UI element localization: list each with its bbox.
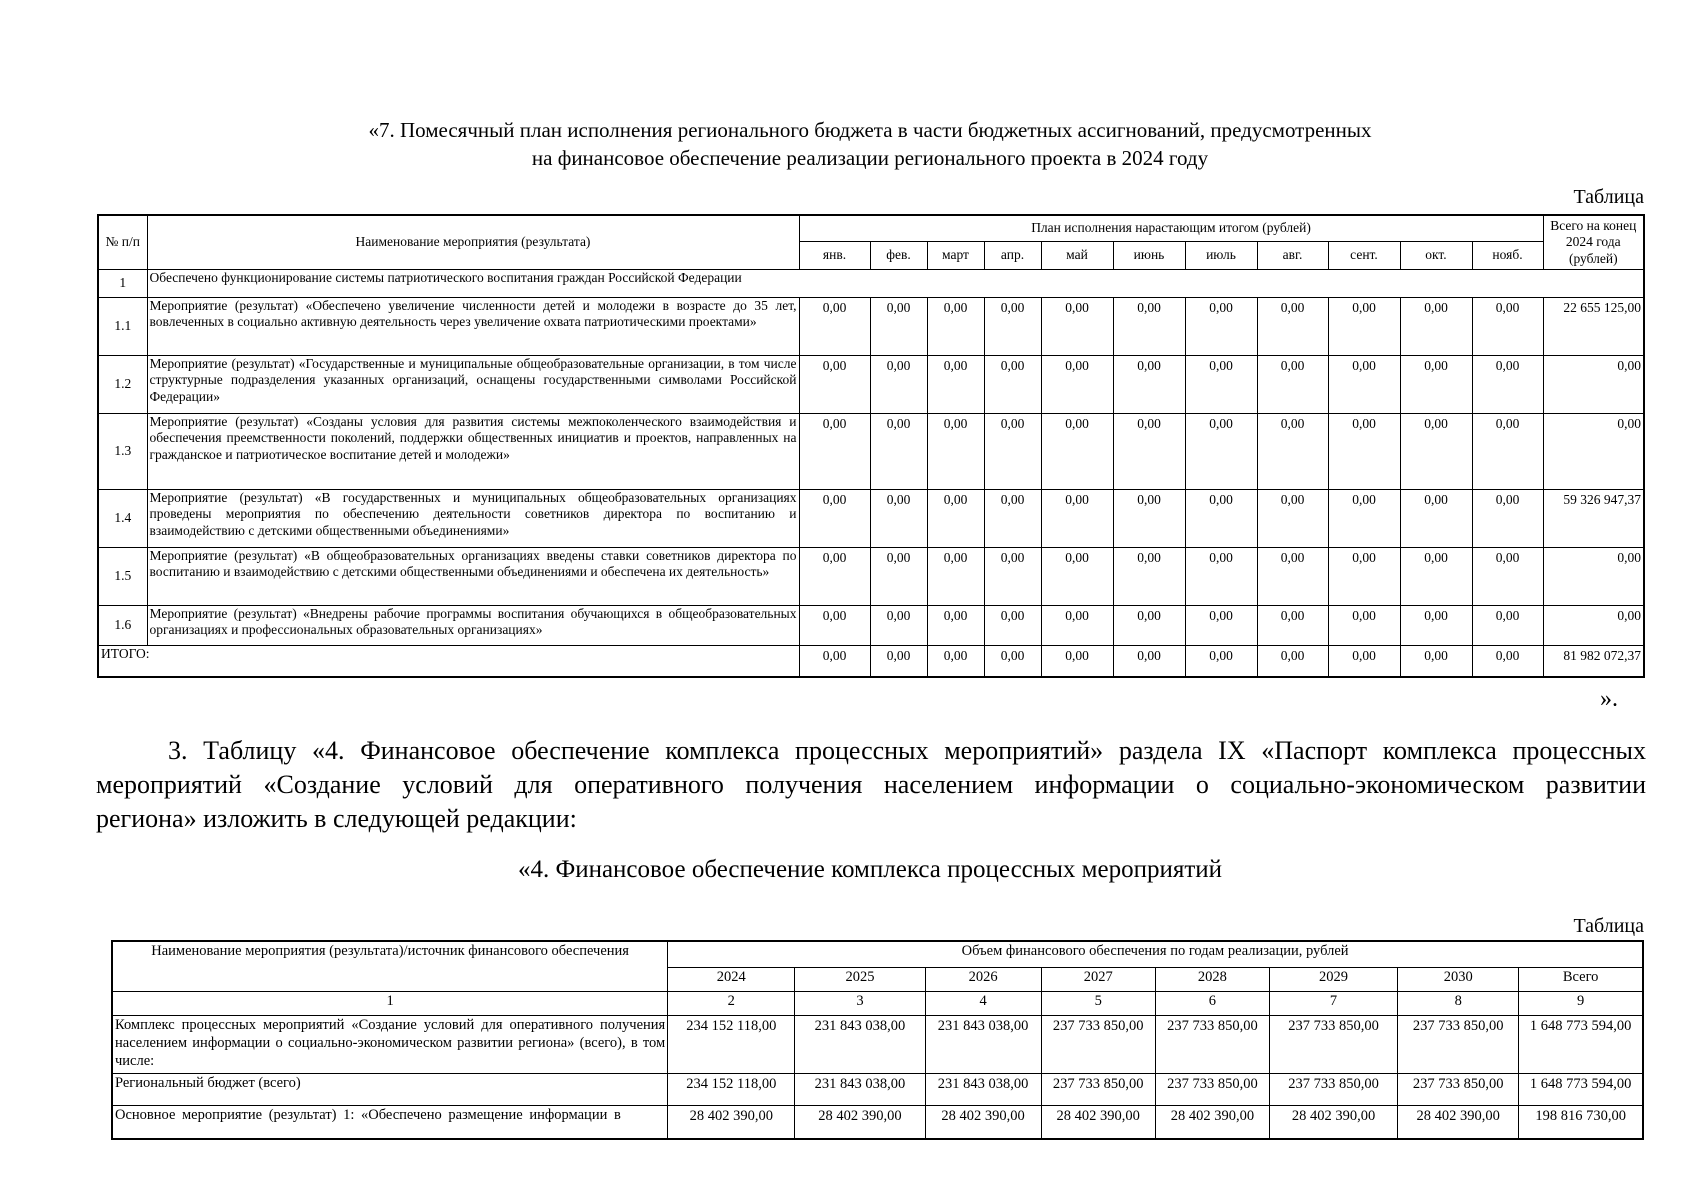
- column-number: 3: [795, 991, 925, 1015]
- month-value: 0,00: [1041, 355, 1113, 413]
- month-value: 0,00: [1257, 547, 1328, 605]
- month-value: 0,00: [870, 297, 927, 355]
- month-header: апр.: [984, 241, 1041, 269]
- section7-title-line2: на финансовое обеспечение реализации регионального проекта в 2024 году: [531, 146, 1209, 170]
- month-value: 0,00: [1113, 489, 1185, 547]
- column-number: 4: [925, 991, 1041, 1015]
- table-row: [112, 1105, 1643, 1139]
- itogo-month-value: 0,00: [984, 645, 1041, 677]
- itogo-month-value: 0,00: [1328, 645, 1400, 677]
- month-header: май: [1041, 241, 1113, 269]
- t2-header-row: [112, 941, 1643, 967]
- month-value: 0,00: [927, 547, 984, 605]
- itogo-month-value: 0,00: [870, 645, 927, 677]
- year-value: 28 402 390,00: [1398, 1105, 1519, 1139]
- month-value: 0,00: [799, 413, 870, 489]
- year-value: 234 152 118,00: [668, 1073, 795, 1105]
- month-header: окт.: [1400, 241, 1472, 269]
- column-number: 7: [1269, 991, 1397, 1015]
- month-header: нояб.: [1472, 241, 1543, 269]
- month-header: март: [927, 241, 984, 269]
- month-value: 0,00: [1185, 297, 1257, 355]
- month-value: 0,00: [927, 605, 984, 645]
- plan-header: План исполнения нарастающим итогом (рублей): [799, 215, 1543, 241]
- month-value: 0,00: [1113, 547, 1185, 605]
- month-value: 0,00: [984, 547, 1041, 605]
- month-value: 0,00: [1328, 297, 1400, 355]
- month-value: 0,00: [1185, 605, 1257, 645]
- group-row: [98, 269, 1644, 297]
- month-value: 0,00: [1257, 489, 1328, 547]
- month-value: 0,00: [870, 547, 927, 605]
- itogo-month-value: 0,00: [1257, 645, 1328, 677]
- itogo-month-value: 0,00: [1113, 645, 1185, 677]
- month-value: 0,00: [1041, 489, 1113, 547]
- name-header: Наименование мероприятия (результата): [147, 215, 799, 269]
- month-value: 0,00: [1257, 605, 1328, 645]
- month-value: 0,00: [1400, 547, 1472, 605]
- month-value: 0,00: [1113, 605, 1185, 645]
- header-row: [98, 215, 1644, 241]
- itogo-month-value: 0,00: [799, 645, 870, 677]
- month-value: 0,00: [984, 297, 1041, 355]
- month-value: 0,00: [927, 413, 984, 489]
- table2-label: Таблица: [1573, 915, 1644, 937]
- monthly-plan-body: [98, 297, 1644, 677]
- year-value: 237 733 850,00: [1155, 1073, 1269, 1105]
- month-value: 0,00: [1400, 355, 1472, 413]
- section7-title-line1: «7. Помесячный план исполнения регионального бюджета в части бюджетных ассигнований, предусмотренных: [368, 118, 1372, 142]
- month-value: 0,00: [1185, 547, 1257, 605]
- table-row: [98, 355, 1644, 413]
- row-description: Мероприятие (результат) «В государственных и муниципальных общеобразовательных организациях проведены мероприятия по обеспечению деятельности советников директора по воспитанию и взаимодействию с детскими общественными объединениями»: [147, 489, 799, 547]
- itogo-row: [98, 645, 1644, 677]
- month-value: 0,00: [870, 413, 927, 489]
- month-header: сент.: [1328, 241, 1400, 269]
- year-header: Всего: [1519, 967, 1643, 991]
- t2-volume-header: Объем финансового обеспечения по годам реализации, рублей: [668, 941, 1643, 967]
- row-description: Мероприятие (результат) «Государственные и муниципальные общеобразовательные организации, в том числе структурные подразделения указанных организаций, оснащены государственными символами Российской Федерации»: [147, 355, 799, 413]
- paragraph-3-line1: 3. Таблицу «4. Финансовое обеспечение комплекса процессных мероприятий» раздела IX «Паспорт комплекса процессных: [168, 736, 1646, 765]
- month-value: 0,00: [1113, 355, 1185, 413]
- month-value: 0,00: [1472, 605, 1543, 645]
- row-num: 1.4: [98, 489, 147, 547]
- itogo-total: 81 982 072,37: [1543, 645, 1644, 677]
- table-row: [98, 489, 1644, 547]
- year-header: 2030: [1398, 967, 1519, 991]
- row-description: Основное мероприятие (результат) 1: «Обеспечено размещение информации в: [112, 1105, 668, 1139]
- month-header: авг.: [1257, 241, 1328, 269]
- paragraph-3: [96, 734, 1646, 836]
- monthly-plan-table: [97, 214, 1645, 678]
- month-value: 0,00: [927, 355, 984, 413]
- month-value: 0,00: [1328, 413, 1400, 489]
- column-number: 9: [1519, 991, 1643, 1015]
- year-value: 28 402 390,00: [925, 1105, 1041, 1139]
- section7-title: [90, 116, 1650, 172]
- group-text: Обеспечено функционирование системы патриотического воспитания граждан Российской Федерации: [147, 269, 1644, 297]
- year-header: 2024: [668, 967, 795, 991]
- month-value: 0,00: [799, 297, 870, 355]
- row-total: 0,00: [1543, 547, 1644, 605]
- month-value: 0,00: [1113, 413, 1185, 489]
- month-value: 0,00: [927, 489, 984, 547]
- row-num: 1.6: [98, 605, 147, 645]
- month-header: янв.: [799, 241, 870, 269]
- month-value: 0,00: [1185, 413, 1257, 489]
- table-row: [112, 1073, 1643, 1105]
- itogo-month-value: 0,00: [1400, 645, 1472, 677]
- month-value: 0,00: [1472, 489, 1543, 547]
- row-description: Мероприятие (результат) «В общеобразовательных организациях введены ставки советников директора по воспитанию и взаимодействию с детскими общественными объединениями и обеспечена их деятельность»: [147, 547, 799, 605]
- month-value: 0,00: [1472, 297, 1543, 355]
- month-value: 0,00: [1328, 547, 1400, 605]
- month-value: 0,00: [1041, 605, 1113, 645]
- year-value: 237 733 850,00: [1269, 1015, 1397, 1073]
- month-value: 0,00: [1472, 355, 1543, 413]
- financing-table: [111, 940, 1644, 1140]
- month-value: 0,00: [870, 355, 927, 413]
- year-header: 2029: [1269, 967, 1397, 991]
- row-num: 1.1: [98, 297, 147, 355]
- year-value: 231 843 038,00: [925, 1073, 1041, 1105]
- month-value: 0,00: [799, 489, 870, 547]
- row-description: Региональный бюджет (всего): [112, 1073, 668, 1105]
- year-value: 237 733 850,00: [1041, 1073, 1155, 1105]
- month-value: 0,00: [1472, 413, 1543, 489]
- year-value: 231 843 038,00: [925, 1015, 1041, 1073]
- row-total: 22 655 125,00: [1543, 297, 1644, 355]
- financing-body: [112, 1015, 1643, 1139]
- year-value: 237 733 850,00: [1269, 1073, 1397, 1105]
- row-total: 59 326 947,37: [1543, 489, 1644, 547]
- month-value: 0,00: [799, 547, 870, 605]
- month-header: июль: [1185, 241, 1257, 269]
- month-value: 0,00: [984, 605, 1041, 645]
- year-value: 28 402 390,00: [1041, 1105, 1155, 1139]
- itogo-month-value: 0,00: [1041, 645, 1113, 677]
- month-value: 0,00: [984, 413, 1041, 489]
- section4-title: «4. Финансовое обеспечение комплекса процессных мероприятий: [517, 856, 1223, 883]
- year-value: 237 733 850,00: [1155, 1015, 1269, 1073]
- row-num: 1.3: [98, 413, 147, 489]
- month-value: 0,00: [799, 605, 870, 645]
- t2-name-header: Наименование мероприятия (результата)/источник финансового обеспечения: [112, 941, 668, 991]
- table-row: [98, 605, 1644, 645]
- year-value: 231 843 038,00: [795, 1073, 925, 1105]
- year-header: 2028: [1155, 967, 1269, 991]
- year-value: 234 152 118,00: [668, 1015, 795, 1073]
- row-description: Мероприятие (результат) «Созданы условия для развития системы межпоколенческого взаимодействия и обеспечения преемственности поколений, поддержки общественных инициатив и проектов, направленных на гражданское и патриотическое воспитание детей и молодежи»: [147, 413, 799, 489]
- year-header: 2027: [1041, 967, 1155, 991]
- total-header: Всего на конец 2024 года (рублей): [1543, 215, 1644, 269]
- month-value: 0,00: [1257, 297, 1328, 355]
- month-header: июнь: [1113, 241, 1185, 269]
- table-row: [98, 297, 1644, 355]
- year-header: 2026: [925, 967, 1041, 991]
- month-value: 0,00: [1472, 547, 1543, 605]
- year-value: 237 733 850,00: [1041, 1015, 1155, 1073]
- paragraph-3-line2: мероприятий «Создание условий для оперативного получения населением информации о социально-экономическом развитии: [96, 770, 1646, 799]
- year-value: 198 816 730,00: [1519, 1105, 1643, 1139]
- year-value: 28 402 390,00: [795, 1105, 925, 1139]
- month-value: 0,00: [799, 355, 870, 413]
- month-header: фев.: [870, 241, 927, 269]
- row-total: 0,00: [1543, 413, 1644, 489]
- year-header: 2025: [795, 967, 925, 991]
- month-value: 0,00: [984, 355, 1041, 413]
- column-number: 6: [1155, 991, 1269, 1015]
- column-number: 8: [1398, 991, 1519, 1015]
- column-number: 5: [1041, 991, 1155, 1015]
- year-value: 28 402 390,00: [1155, 1105, 1269, 1139]
- row-num: 1.5: [98, 547, 147, 605]
- column-number: 1: [112, 991, 668, 1015]
- month-value: 0,00: [1185, 489, 1257, 547]
- month-value: 0,00: [1400, 297, 1472, 355]
- month-value: 0,00: [1400, 413, 1472, 489]
- table1-label: Таблица: [1573, 186, 1644, 208]
- year-value: 1 648 773 594,00: [1519, 1073, 1643, 1105]
- table-row: [98, 413, 1644, 489]
- closing-quote: ».: [1600, 686, 1618, 712]
- row-description: Комплекс процессных мероприятий «Создание условий для оперативного получения населением информации о социально-экономическом развитии региона» (всего), в том числе:: [112, 1015, 668, 1073]
- month-value: 0,00: [1328, 355, 1400, 413]
- month-value: 0,00: [1041, 547, 1113, 605]
- month-value: 0,00: [984, 489, 1041, 547]
- month-value: 0,00: [1328, 489, 1400, 547]
- t2-colnum-row: [112, 991, 1643, 1015]
- row-total: 0,00: [1543, 605, 1644, 645]
- month-value: 0,00: [1257, 355, 1328, 413]
- month-value: 0,00: [1041, 413, 1113, 489]
- table-row: [112, 1015, 1643, 1073]
- itogo-month-value: 0,00: [1185, 645, 1257, 677]
- month-value: 0,00: [870, 605, 927, 645]
- itogo-month-value: 0,00: [927, 645, 984, 677]
- month-value: 0,00: [1185, 355, 1257, 413]
- year-value: 237 733 850,00: [1398, 1015, 1519, 1073]
- itogo-month-value: 0,00: [1472, 645, 1543, 677]
- month-value: 0,00: [1400, 489, 1472, 547]
- month-value: 0,00: [870, 489, 927, 547]
- month-value: 0,00: [1400, 605, 1472, 645]
- row-total: 0,00: [1543, 355, 1644, 413]
- year-value: 1 648 773 594,00: [1519, 1015, 1643, 1073]
- itogo-label: ИТОГО:: [98, 645, 799, 677]
- table-row: [98, 547, 1644, 605]
- year-value: 28 402 390,00: [1269, 1105, 1397, 1139]
- month-value: 0,00: [1328, 605, 1400, 645]
- group-num: 1: [98, 269, 147, 297]
- year-value: 28 402 390,00: [668, 1105, 795, 1139]
- column-number: 2: [668, 991, 795, 1015]
- month-value: 0,00: [1041, 297, 1113, 355]
- row-num: 1.2: [98, 355, 147, 413]
- year-value: 237 733 850,00: [1398, 1073, 1519, 1105]
- month-value: 0,00: [927, 297, 984, 355]
- month-value: 0,00: [1257, 413, 1328, 489]
- month-value: 0,00: [1113, 297, 1185, 355]
- row-description: Мероприятие (результат) «Обеспечено увеличение численности детей и молодежи в возрасте до 35 лет, вовлеченных в социально активную деятельность через увеличение охвата патриотическими проектами»: [147, 297, 799, 355]
- paragraph-3-line3: региона» изложить в следующей редакции:: [96, 804, 577, 833]
- row-description: Мероприятие (результат) «Внедрены рабочие программы воспитания обучающихся в общеобразовательных организациях и профессиональных образовательных организациях»: [147, 605, 799, 645]
- num-header: № п/п: [98, 215, 147, 269]
- year-value: 231 843 038,00: [795, 1015, 925, 1073]
